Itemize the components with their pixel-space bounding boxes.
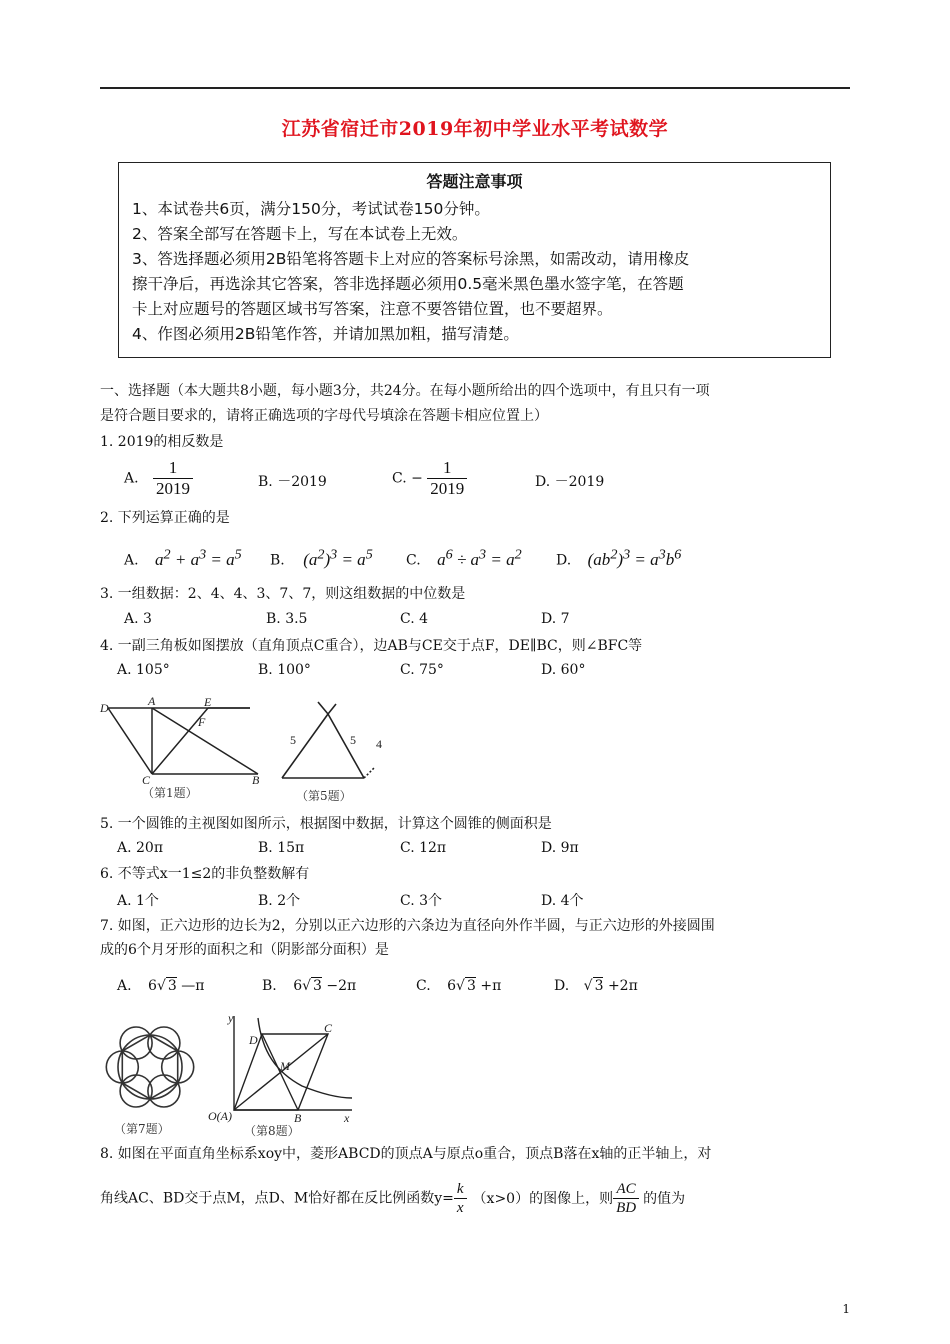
q8-ac: AC — [613, 1180, 639, 1199]
fig8-caption: （第8题） — [244, 1124, 300, 1138]
section-instruction: 一、选择题（本大题共8小题，每小题3分，共24分。在每小题所给出的四个选项中，有且只有一项 — [100, 383, 710, 399]
q8-text-c: 的值为 — [643, 1190, 686, 1207]
figure-q8 — [208, 1011, 362, 1125]
q1-option-c — [392, 458, 467, 499]
page-number: 1 — [842, 1302, 850, 1316]
q7-c-radicand: 3 — [466, 978, 476, 994]
q3-option-b: B. 3.5 — [266, 611, 308, 627]
fig5-label-height: 4 — [376, 737, 382, 751]
fig8-label-y: y — [228, 1011, 234, 1025]
q8-bd: BD — [616, 1200, 637, 1216]
q1-option-a — [124, 458, 193, 499]
q4-option-a: A. 105° — [117, 662, 170, 678]
notice-item: 擦干净后，再选涂其它答案，答非选择题必须用0.5毫米黑色墨水签字笔，在答题 — [132, 275, 684, 293]
q6-option-a: A. 1个 — [117, 893, 159, 909]
fig4-caption: （第1题） — [142, 786, 198, 800]
fig4-label-f: F — [198, 715, 206, 729]
q4-option-d: D. 60° — [541, 662, 586, 678]
question-3-stem: 3. 一组数据：2、4、4、3、7、7，则这组数据的中位数是 — [100, 586, 466, 602]
fig5-label-right: 5 — [350, 733, 356, 747]
notice-box — [118, 162, 831, 358]
q7-a-coef: 6 — [148, 978, 157, 994]
q4-option-b: B. 100° — [258, 662, 311, 678]
q3-option-a: A. 3 — [124, 611, 152, 627]
q1-a-numerator: 1 — [153, 458, 193, 479]
q2-option-b: B. $(a^2)^3 = a^5$ — [270, 546, 373, 569]
figure-q5 — [272, 696, 382, 786]
fig5-caption: （第5题） — [296, 789, 352, 803]
q2-option-a-label: A. — [124, 552, 139, 569]
q7-option-c-label: C. — [416, 978, 431, 994]
fig8-label-m: M — [280, 1059, 290, 1073]
page-title: 江苏省宿迁市2019年初中学业水平考试数学 — [281, 118, 669, 140]
q1-option-b: B. －2019 — [258, 474, 327, 490]
q5-option-d: D. 9π — [541, 840, 579, 856]
fig8-label-d: D — [249, 1033, 258, 1047]
fig7-caption: （第7题） — [114, 1122, 170, 1136]
figure-q7 — [100, 1017, 200, 1117]
fig8-label-origin: O(A) — [208, 1109, 232, 1123]
q7-c-tail: +π — [480, 978, 502, 994]
q5-option-b: B. 15π — [258, 840, 305, 856]
q5-option-c: C. 12π — [400, 840, 447, 856]
q6-option-c: C. 3个 — [400, 893, 443, 909]
question-8-stem: 8. 如图在平面直角坐标系xoy中，菱形ABCD的顶点A与原点o重合，顶点B落在x轴的正半轴上，对 — [100, 1146, 712, 1162]
q7-b-coef: 6 — [293, 978, 303, 994]
section-instruction: 是符合题目要求的，请将正确选项的字母代号填涂在答题卡相应位置上） — [100, 408, 548, 424]
question-1-stem: 1. 2019的相反数是 — [100, 434, 224, 450]
q7-d-tail: +2π — [607, 978, 638, 994]
fig4-label-c: C — [142, 773, 151, 787]
notice-item: 4、作图必须用2B铅笔作答，并请加黑加粗，描写清楚。 — [132, 325, 519, 343]
q2-option-d: D. $(ab^2)^3 = a^3b^6$ — [556, 546, 682, 569]
q7-a-radicand: 3 — [167, 978, 177, 994]
q2-option-c-label: C. — [406, 552, 421, 569]
q5-option-a: A. 20π — [117, 840, 164, 856]
top-rule — [100, 87, 850, 89]
q7-option-b-label: B. — [262, 978, 277, 994]
notice-heading: 答题注意事项 — [426, 172, 523, 191]
q3-option-d: D. 7 — [541, 611, 570, 627]
q8-k: k — [454, 1180, 467, 1199]
q7-option-d: D. √ 3 +2π — [554, 978, 638, 994]
q1-c-numerator: 1 — [427, 458, 467, 479]
q2-option-d-label: D. — [556, 552, 572, 569]
question-7-stem: 7. 如图，正六边形的边长为2，分别以正六边形的六条边为直径向外作半圆，与正六边形的外接圆围 — [100, 918, 715, 934]
q1-a-denominator: 2019 — [156, 479, 191, 498]
q8-text-b: （x>0）的图像上，则 — [472, 1190, 614, 1207]
q7-option-b: B. 6√ 3 −2π — [262, 978, 357, 994]
q7-a-tail: —π — [181, 978, 205, 994]
q7-option-a: A. 6√ 3 —π — [117, 978, 205, 994]
question-7-stem-cont: 成的6个月牙形的面积之和（阴影部分面积）是 — [100, 942, 389, 958]
notice-item: 2、答案全部写在答题卡上，写在本试卷上无效。 — [132, 225, 468, 243]
question-5-stem: 5. 一个圆锥的主视图如图所示，根据图中数据，计算这个圆锥的侧面积是 — [100, 816, 552, 832]
q6-option-b: B. 2个 — [258, 893, 301, 909]
question-8-stem-cont — [100, 1180, 685, 1217]
q8-x: x — [456, 1200, 464, 1216]
notice-item: 卡上对应题号的答题区域书写答案，注意不要答错位置，也不要超界。 — [132, 300, 613, 318]
fig5-label-left: 5 — [290, 733, 296, 747]
q6-option-d: D. 4个 — [541, 893, 584, 909]
q2-option-a: A. $a^2 + a^3 = a^5$ — [124, 546, 242, 569]
fig4-label-b: B — [252, 773, 260, 787]
q1-c-denominator: 2019 — [430, 479, 465, 498]
q7-b-tail: −2π — [326, 978, 357, 994]
q7-option-a-label: A. — [117, 978, 132, 994]
q7-c-coef: 6 — [447, 978, 457, 994]
fig4-label-e: E — [204, 695, 212, 709]
q2-option-b-label: B. — [270, 552, 285, 569]
q1-option-a-label: A. — [124, 470, 139, 487]
q7-d-radicand: 3 — [594, 978, 604, 994]
fig4-label-d: D — [100, 701, 109, 715]
question-4-stem: 4. 一副三角板如图摆放（直角顶点C重合），边AB与CE交于点F，DE∥BC，则∠BFC等 — [100, 638, 643, 654]
fig8-label-c: C — [324, 1021, 333, 1035]
q8-text-a: 角线AC、BD交于点M，点D、M恰好都在反比例函数y= — [100, 1190, 454, 1207]
q7-option-d-label: D. — [554, 978, 570, 994]
q7-option-c: C. 6√ 3 +π — [416, 978, 502, 994]
fig4-label-a: A — [148, 694, 156, 708]
fig8-label-b: B — [294, 1111, 302, 1125]
fig8-label-x: x — [344, 1111, 350, 1125]
notice-item: 1、本试卷共6页，满分150分，考试试卷150分钟。 — [132, 200, 490, 218]
q2-option-c: C. $a^6 \div a^3 = a^2$ — [406, 546, 522, 569]
q7-b-radicand: 3 — [313, 978, 322, 994]
q1-option-c-label: C. − — [392, 470, 423, 487]
question-2-stem: 2. 下列运算正确的是 — [100, 510, 230, 526]
q4-option-c: C. 75° — [400, 662, 444, 678]
notice-item: 3、答选择题必须用2B铅笔将答题卡上对应的答案标号涂黑，如需改动，请用橡皮 — [132, 250, 690, 268]
question-6-stem: 6. 不等式x一1≤2的非负整数解有 — [100, 866, 310, 882]
figure-q4 — [100, 696, 270, 786]
q1-option-d: D. －2019 — [535, 474, 605, 490]
q3-option-c: C. 4 — [400, 611, 429, 627]
